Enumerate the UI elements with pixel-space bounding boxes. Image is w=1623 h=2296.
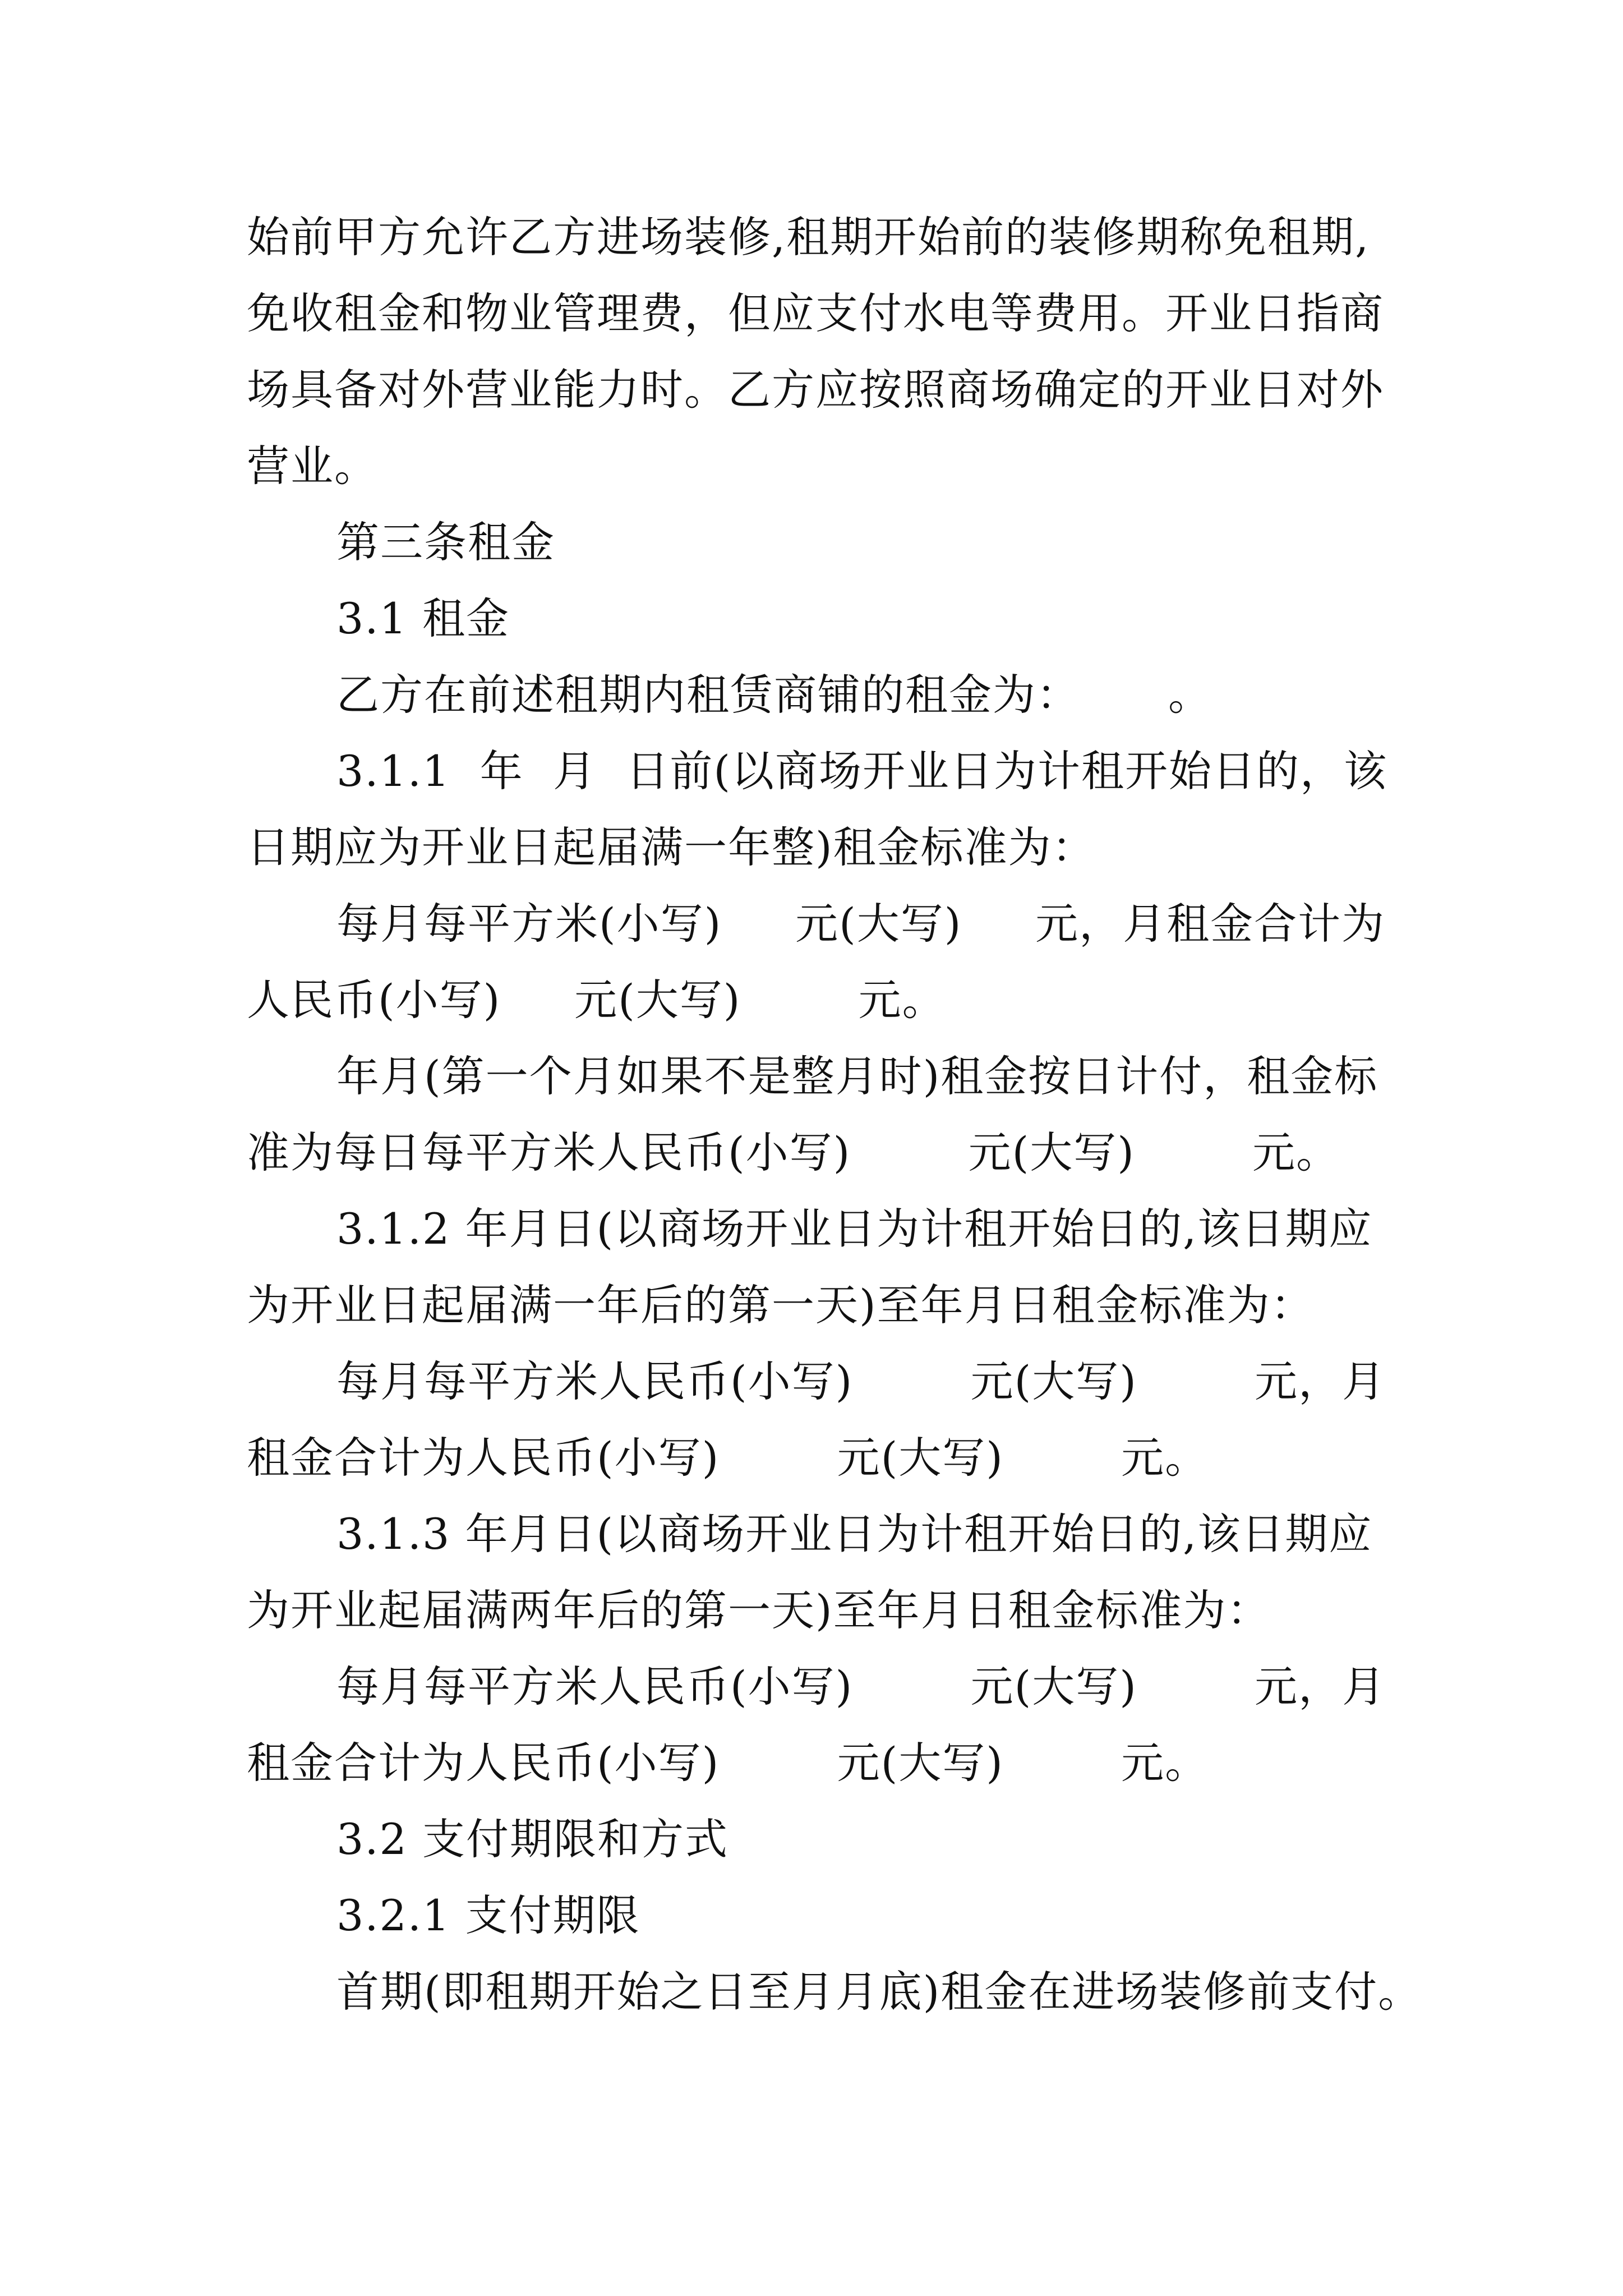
paragraph-line: 场具备对外营业能力时。乙方应按照商场确定的开业日对外 [247, 365, 1384, 415]
clause-line: 3.1.2 年月日(以商场开业日为计租开始日的,该日期应 [336, 1204, 1373, 1254]
paragraph-line: 乙方在前述租期内租赁商铺的租金为： 。 [336, 670, 1212, 720]
paragraph-line: 人民币(小写) 元(大写) 元。 [247, 975, 946, 1025]
clause-line: 为开业日起届满一年后的第一天)至年月日租金标准为： [247, 1280, 1315, 1330]
subsection-heading: 3.2.1 支付期限 [336, 1890, 640, 1940]
paragraph-line: 租金合计为人民币(小写) 元(大写) 元。 [247, 1433, 1209, 1483]
paragraph-line: 准为每日每平方米人民币(小写) 元(大写) 元。 [247, 1128, 1340, 1177]
paragraph-line: 首期(即租期开始之日至月月底)租金在进场装修前支付。 [336, 1967, 1422, 2017]
clause-line: 日期应为开业日起届满一年整)租金标准为： [247, 822, 1096, 872]
paragraph-line: 免收租金和物业管理费，但应支付水电等费用。开业日指商 [247, 288, 1384, 338]
paragraph-line: 始前甲方允许乙方进场装修,租期开始前的装修期称免租期, [247, 212, 1370, 262]
paragraph-line: 营业。 [247, 441, 378, 491]
subsection-heading: 3.1 租金 [336, 593, 510, 643]
paragraph-line: 年月(第一个月如果不是整月时)租金按日计付，租金标 [336, 1051, 1378, 1101]
paragraph-line: 每月每平方米人民币(小写) 元(大写) 元，月 [336, 1356, 1386, 1406]
paragraph-line: 每月每平方米(小写) 元(大写) 元，月租金合计为 [336, 899, 1386, 949]
clause-line: 为开业起届满两年后的第一天)至年月日租金标准为： [247, 1585, 1271, 1635]
subsection-heading: 3.2 支付期限和方式 [336, 1814, 729, 1864]
paragraph-line: 租金合计为人民币(小写) 元(大写) 元。 [247, 1738, 1209, 1788]
clause-line: 3.1.1 年 月 日前(以商场开业日为计租开始日的，该 [336, 746, 1387, 796]
clause-line: 3.1.3 年月日(以商场开业日为计租开始日的,该日期应 [336, 1509, 1373, 1559]
section-heading: 第三条租金 [336, 517, 555, 567]
paragraph-line: 每月每平方米人民币(小写) 元(大写) 元，月 [336, 1662, 1386, 1711]
